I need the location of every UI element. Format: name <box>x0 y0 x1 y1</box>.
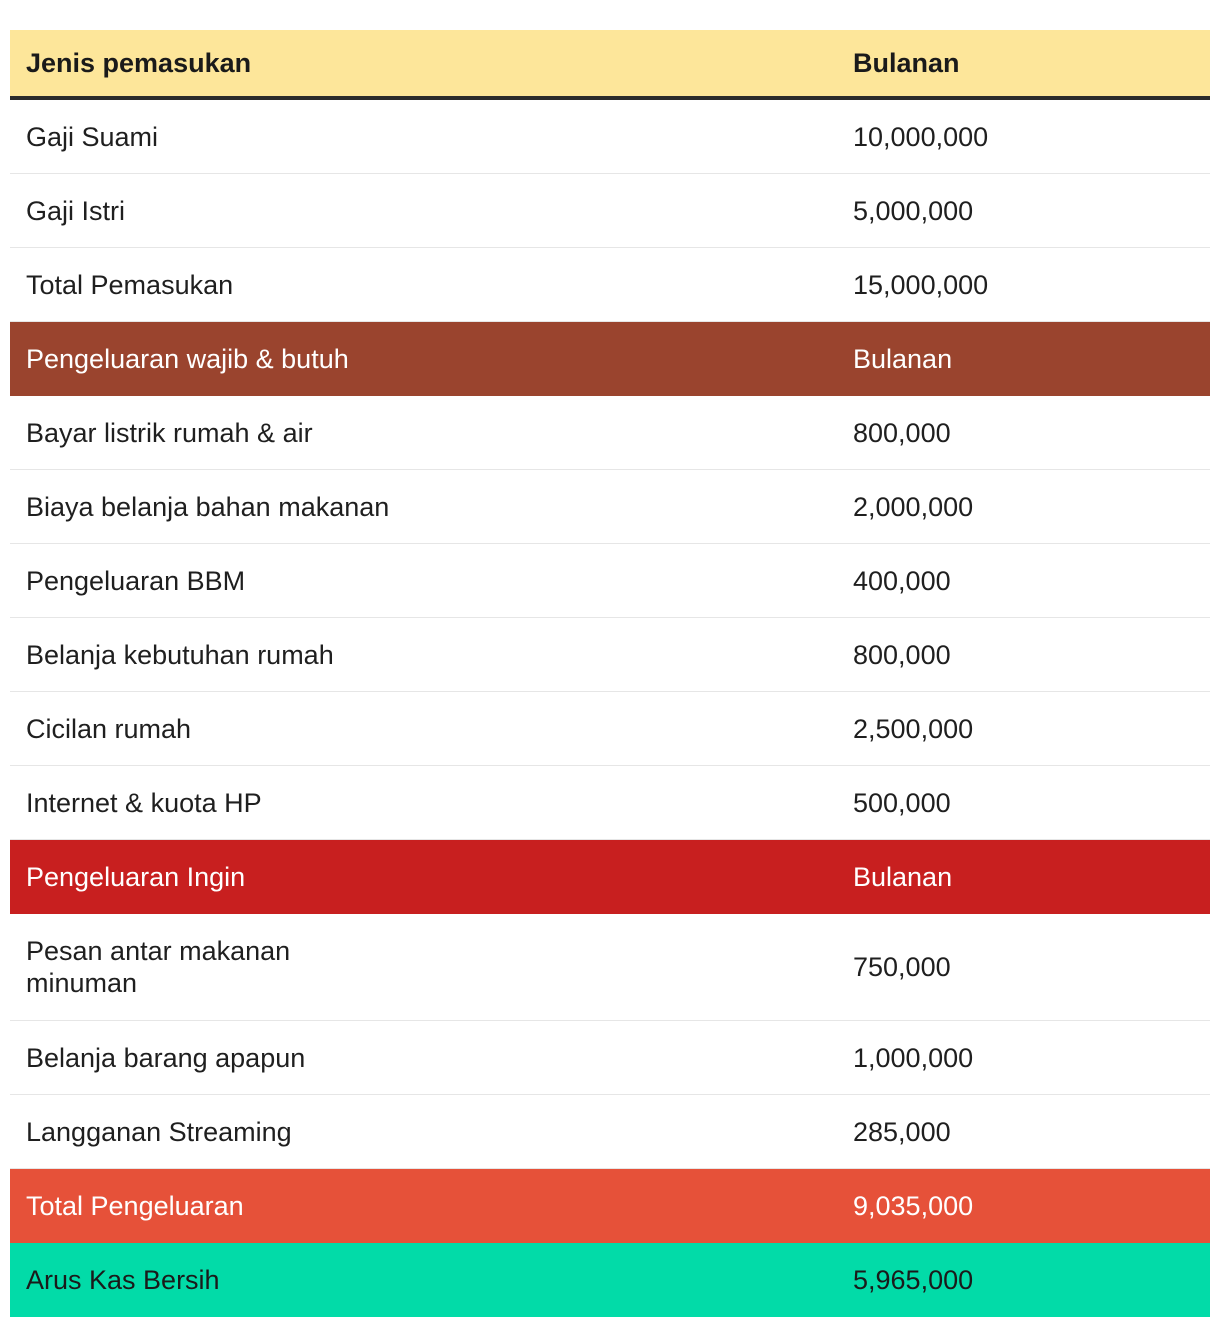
row-value: 400,000 <box>837 544 1210 618</box>
row-label: Pesan antar makanan minuman <box>26 936 291 998</box>
header-monthly: Bulanan <box>837 30 1210 98</box>
row-value: 800,000 <box>837 618 1210 692</box>
row-label: Biaya belanja bahan makanan <box>10 470 837 544</box>
section-header-needs <box>10 322 1210 397</box>
table-row <box>10 396 1210 470</box>
row-label: Cicilan rumah <box>10 692 837 766</box>
table-header-row <box>10 30 1210 98</box>
row-value: 285,000 <box>837 1095 1210 1169</box>
row-label: Gaji Istri <box>10 174 837 248</box>
row-label: Belanja kebutuhan rumah <box>10 618 837 692</box>
row-label: Gaji Suami <box>10 98 837 174</box>
table-row <box>10 766 1210 840</box>
table-row <box>10 618 1210 692</box>
table-row <box>10 1095 1210 1169</box>
section-period: Bulanan <box>837 840 1210 915</box>
table-row <box>10 914 1210 1021</box>
row-label: Langganan Streaming <box>10 1095 837 1169</box>
row-value: 750,000 <box>837 914 1210 1021</box>
budget-table <box>10 30 1210 1317</box>
budget-table-container <box>10 30 1210 1317</box>
row-value: 500,000 <box>837 766 1210 840</box>
row-label: Total Pemasukan <box>10 248 837 322</box>
row-value: 2,500,000 <box>837 692 1210 766</box>
row-value: 5,000,000 <box>837 174 1210 248</box>
row-value: 15,000,000 <box>837 248 1210 322</box>
row-value: 10,000,000 <box>837 98 1210 174</box>
row-value: 800,000 <box>837 396 1210 470</box>
total-expense-value: 9,035,000 <box>837 1169 1210 1244</box>
header-income-type: Jenis pemasukan <box>10 30 837 98</box>
row-label: Bayar listrik rumah & air <box>10 396 837 470</box>
section-label: Pengeluaran Ingin <box>10 840 837 915</box>
section-period: Bulanan <box>837 322 1210 397</box>
table-row <box>10 544 1210 618</box>
section-header-wants <box>10 840 1210 915</box>
table-row <box>10 692 1210 766</box>
table-row <box>10 174 1210 248</box>
table-row <box>10 98 1210 174</box>
net-cashflow-value: 5,965,000 <box>837 1243 1210 1317</box>
row-label: Pengeluaran BBM <box>10 544 837 618</box>
row-value: 2,000,000 <box>837 470 1210 544</box>
section-label: Pengeluaran wajib & butuh <box>10 322 837 397</box>
net-cashflow-label: Arus Kas Bersih <box>10 1243 837 1317</box>
row-label-cell <box>10 914 837 1021</box>
net-cashflow-row <box>10 1243 1210 1317</box>
table-row <box>10 1021 1210 1095</box>
total-expense-row <box>10 1169 1210 1244</box>
total-expense-label: Total Pengeluaran <box>10 1169 837 1244</box>
row-label: Belanja barang apapun <box>10 1021 837 1095</box>
table-row <box>10 470 1210 544</box>
row-label: Internet & kuota HP <box>10 766 837 840</box>
table-row <box>10 248 1210 322</box>
row-value: 1,000,000 <box>837 1021 1210 1095</box>
